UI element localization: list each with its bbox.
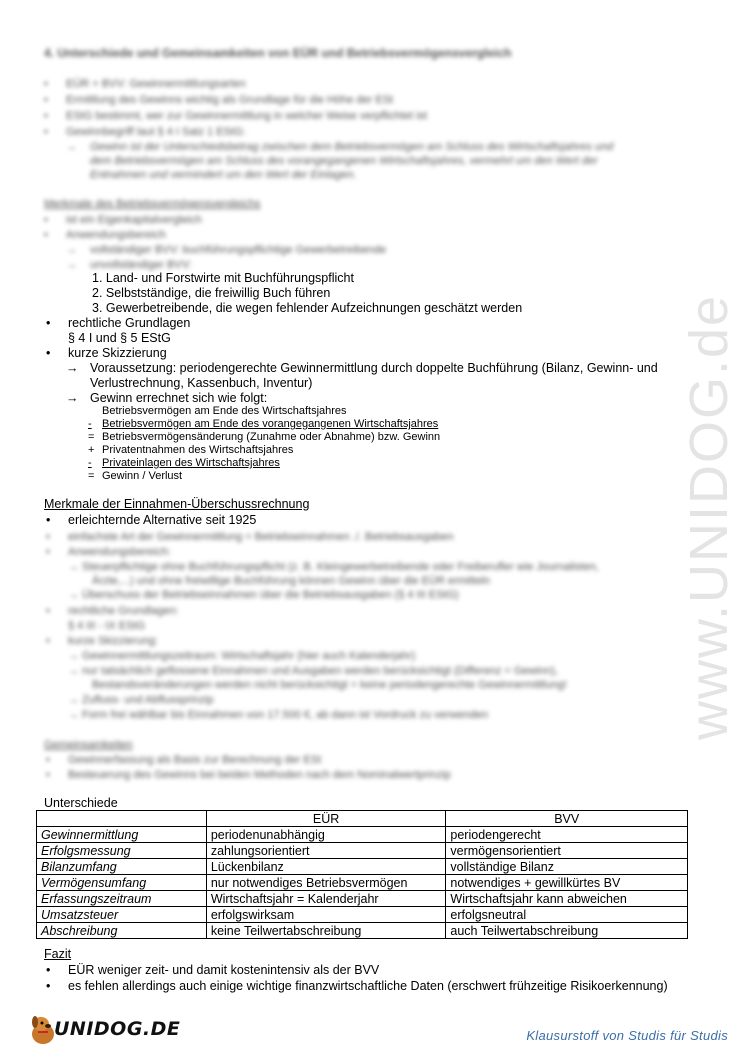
row-label: Umsatzsteuer <box>37 907 207 923</box>
calc-op: = <box>88 431 95 443</box>
row-label: Gewinnermittlung <box>37 827 207 843</box>
calc-op: = <box>88 470 95 482</box>
list-item: → Voraussetzung: periodengerechte Gewinnermittlung durch doppelte Buchführung (Bilanz, Gewinn- und <box>90 361 658 376</box>
calc-line: Betriebsvermögen am Ende des Wirtschaftsjahres <box>102 405 347 417</box>
list-item: • ist ein Eigenkapitalvergleich <box>66 214 202 227</box>
calc-line: Betriebsvermögen am Ende des vorangegangenen Wirtschaftsjahres <box>102 418 439 430</box>
column-header: EÜR <box>206 811 446 827</box>
row-label: Vermögensumfang <box>37 875 207 891</box>
list-item: • rechtliche Grundlagen: <box>68 605 179 618</box>
list-item: → Überschuss der Betriebseinnahmen über die Betriebsausgaben (§ 4 III EStG) <box>68 589 459 601</box>
paragraph-ref: § 4 I und § 5 EStG <box>68 331 171 345</box>
list-item: → Gewinnermittlungszeitraum: Wirtschaftsjahr (hier auch Kalenderjahr) <box>68 650 416 662</box>
list-item: • Anwendungsbereich: <box>68 546 171 559</box>
calc-line: Gewinn / Verlust <box>102 470 183 482</box>
logo-text: UNIDOG.DE <box>54 1018 181 1040</box>
column-header: BVV <box>446 811 688 827</box>
calc-op: - <box>88 457 92 469</box>
table-cell: vollständige Bilanz <box>446 859 688 875</box>
section-heading: 4. Unterschiede und Gemeinsamkeiten von EÜR und Betriebsvermögensvergleich <box>44 46 512 60</box>
table-cell: Lückenbilanz <box>206 859 446 875</box>
list-item: • erleichternde Alternative seit 1925 <box>68 513 256 528</box>
table-cell: erfolgsneutral <box>446 907 688 923</box>
list-item: § 4 III - IX EStG <box>68 620 146 632</box>
table-cell: vermögensorientiert <box>446 843 688 859</box>
row-label: Erfassungszeitraum <box>37 891 207 907</box>
row-label: Abschreibung <box>37 923 207 939</box>
calc-line: Privatentnahmen des Wirtschaftsjahres <box>102 444 294 456</box>
unterschiede-heading: Unterschiede <box>44 796 118 810</box>
table-cell: erfolgswirksam <box>206 907 446 923</box>
table-row <box>37 907 688 923</box>
list-item: • kurze Skizzierung <box>68 346 167 361</box>
list-item: → Form frei wählbar bis Einnahmen von 17.500 €, ab dann ist Vordruck zu verwenden <box>68 709 489 721</box>
list-item: • EStG bestimmt, wer zur Gewinnermittlung in welcher Weise verpflichtet ist <box>66 110 427 123</box>
bvv-heading: Merkmale des Betriebsvermögensvergleichs <box>44 198 261 210</box>
table-cell: notwendiges + gewillkürtes BV <box>446 875 688 891</box>
table-header-row <box>37 811 688 827</box>
gemein-heading: Gemeinsamkeiten <box>44 739 133 751</box>
table-row <box>37 843 688 859</box>
table-cell: Wirtschaftsjahr kann abweichen <box>446 891 688 907</box>
table-cell: periodenunabhängig <box>206 827 446 843</box>
list-item: • EÜR weniger zeit- und damit kostenintensiv als der BVV <box>68 963 379 978</box>
numbered-item: 1. Land- und Forstwirte mit Buchführungspflicht <box>92 271 354 285</box>
watermark: www.UNIDOG.de <box>679 293 739 740</box>
definition-line: Entnahmen und vermindert um den Wert der Einlagen. <box>90 169 357 181</box>
column-header <box>37 811 207 827</box>
table-row <box>37 923 688 939</box>
table-cell: auch Teilwertabschreibung <box>446 923 688 939</box>
table-cell: periodengerecht <box>446 827 688 843</box>
list-item: • Gewinnerfassung als Basis zur Berechnung der ESt <box>68 754 321 767</box>
list-item: • es fehlen allerdings auch einige wichtige finanzwirtschaftliche Daten (erschwert frühzeitige Risikoerkennung) <box>68 979 668 994</box>
numbered-item: 2. Selbstständige, die freiwillig Buch führen <box>92 286 331 300</box>
list-item: Bestandsveränderungen werden nicht berücksichtigt = keine periodengerechte Gewinnermittlung! <box>92 679 567 691</box>
list-item: → Zufluss- und Abflussprinzip <box>68 694 214 706</box>
table-row <box>37 891 688 907</box>
list-item: • rechtliche Grundlagen <box>68 316 190 331</box>
table-cell: zahlungsorientiert <box>206 843 446 859</box>
list-item: → nur tatsächlich geflossene Einnahmen und Ausgaben werden berücksichtigt (Differenz = Gewinn), <box>68 665 558 677</box>
table-cell: Wirtschaftsjahr = Kalenderjahr <box>206 891 446 907</box>
definition-line: → Gewinn ist der Unterschiedsbetrag zwischen dem Betriebsvermögen am Schluss des Wirtschaftsjahres und <box>90 141 613 154</box>
numbered-item: 3. Gewerbetreibende, die wegen fehlender Aufzeichnungen geschätzt werden <box>92 301 523 315</box>
list-item: • einfachste Art der Gewinnermittlung = Betriebseinnahmen ./. Betriebsausgaben <box>68 531 454 544</box>
table-row <box>37 859 688 875</box>
footer-tagline: Klausurstoff von Studis für Studis <box>526 1028 728 1043</box>
table-row <box>37 827 688 843</box>
calc-line: Privateinlagen des Wirtschaftsjahres <box>102 457 280 469</box>
eur-heading: Merkmale der Einnahmen-Überschussrechnung <box>44 497 310 511</box>
calc-line: Betriebsvermögensänderung (Zunahme oder Abnahme) bzw. Gewinn <box>102 431 441 443</box>
comparison-table <box>36 810 688 939</box>
list-item: • Gewinnbegriff laut § 4 I Satz 1 EStG: <box>66 126 246 139</box>
list-item: → vollständiger BVV: buchführungspflichtige Gewerbetreibende <box>90 244 386 257</box>
list-item: • kurze Skizzierung: <box>68 635 158 648</box>
list-item: • Anwendungsbereich <box>66 229 166 242</box>
row-label: Erfolgsmessung <box>37 843 207 859</box>
definition-line: dem Betriebsvermögen am Schluss des vorangegangenen Wirtschaftsjahres, vermehrt um den Wert der <box>90 155 598 167</box>
list-item: • Besteuerung des Gewinns bei beiden Methoden nach dem Nominalwertprinzip <box>68 769 451 782</box>
table-row <box>37 875 688 891</box>
list-item: → Steuerpflichtige ohne Buchführungspflicht (z. B. Kleingewerbetreibende oder Freiberufler wie Journalisten, <box>68 561 599 573</box>
list-item: • EÜR + BVV: Gewinnermittlungsarten <box>66 78 246 91</box>
list-item: → unvollständiger BVV: <box>90 259 192 272</box>
list-item: → Gewinn errechnet sich wie folgt: <box>90 391 267 406</box>
calc-op: - <box>88 418 92 430</box>
table-cell: keine Teilwertabschreibung <box>206 923 446 939</box>
table-cell: nur notwendiges Betriebsvermögen <box>206 875 446 891</box>
list-item: Ärzte,...) und ohne freiwillige Buchführung können Gewinn über die EÜR ermitteln <box>92 575 491 587</box>
calc-op: + <box>88 444 95 456</box>
fazit-heading: Fazit <box>44 947 72 961</box>
row-label: Bilanzumfang <box>37 859 207 875</box>
list-item: Verlustrechnung, Kassenbuch, Inventur) <box>90 376 313 390</box>
list-item: • Ermittlung des Gewinns wichtig als Grundlage für die Höhe der ESt <box>66 94 393 107</box>
